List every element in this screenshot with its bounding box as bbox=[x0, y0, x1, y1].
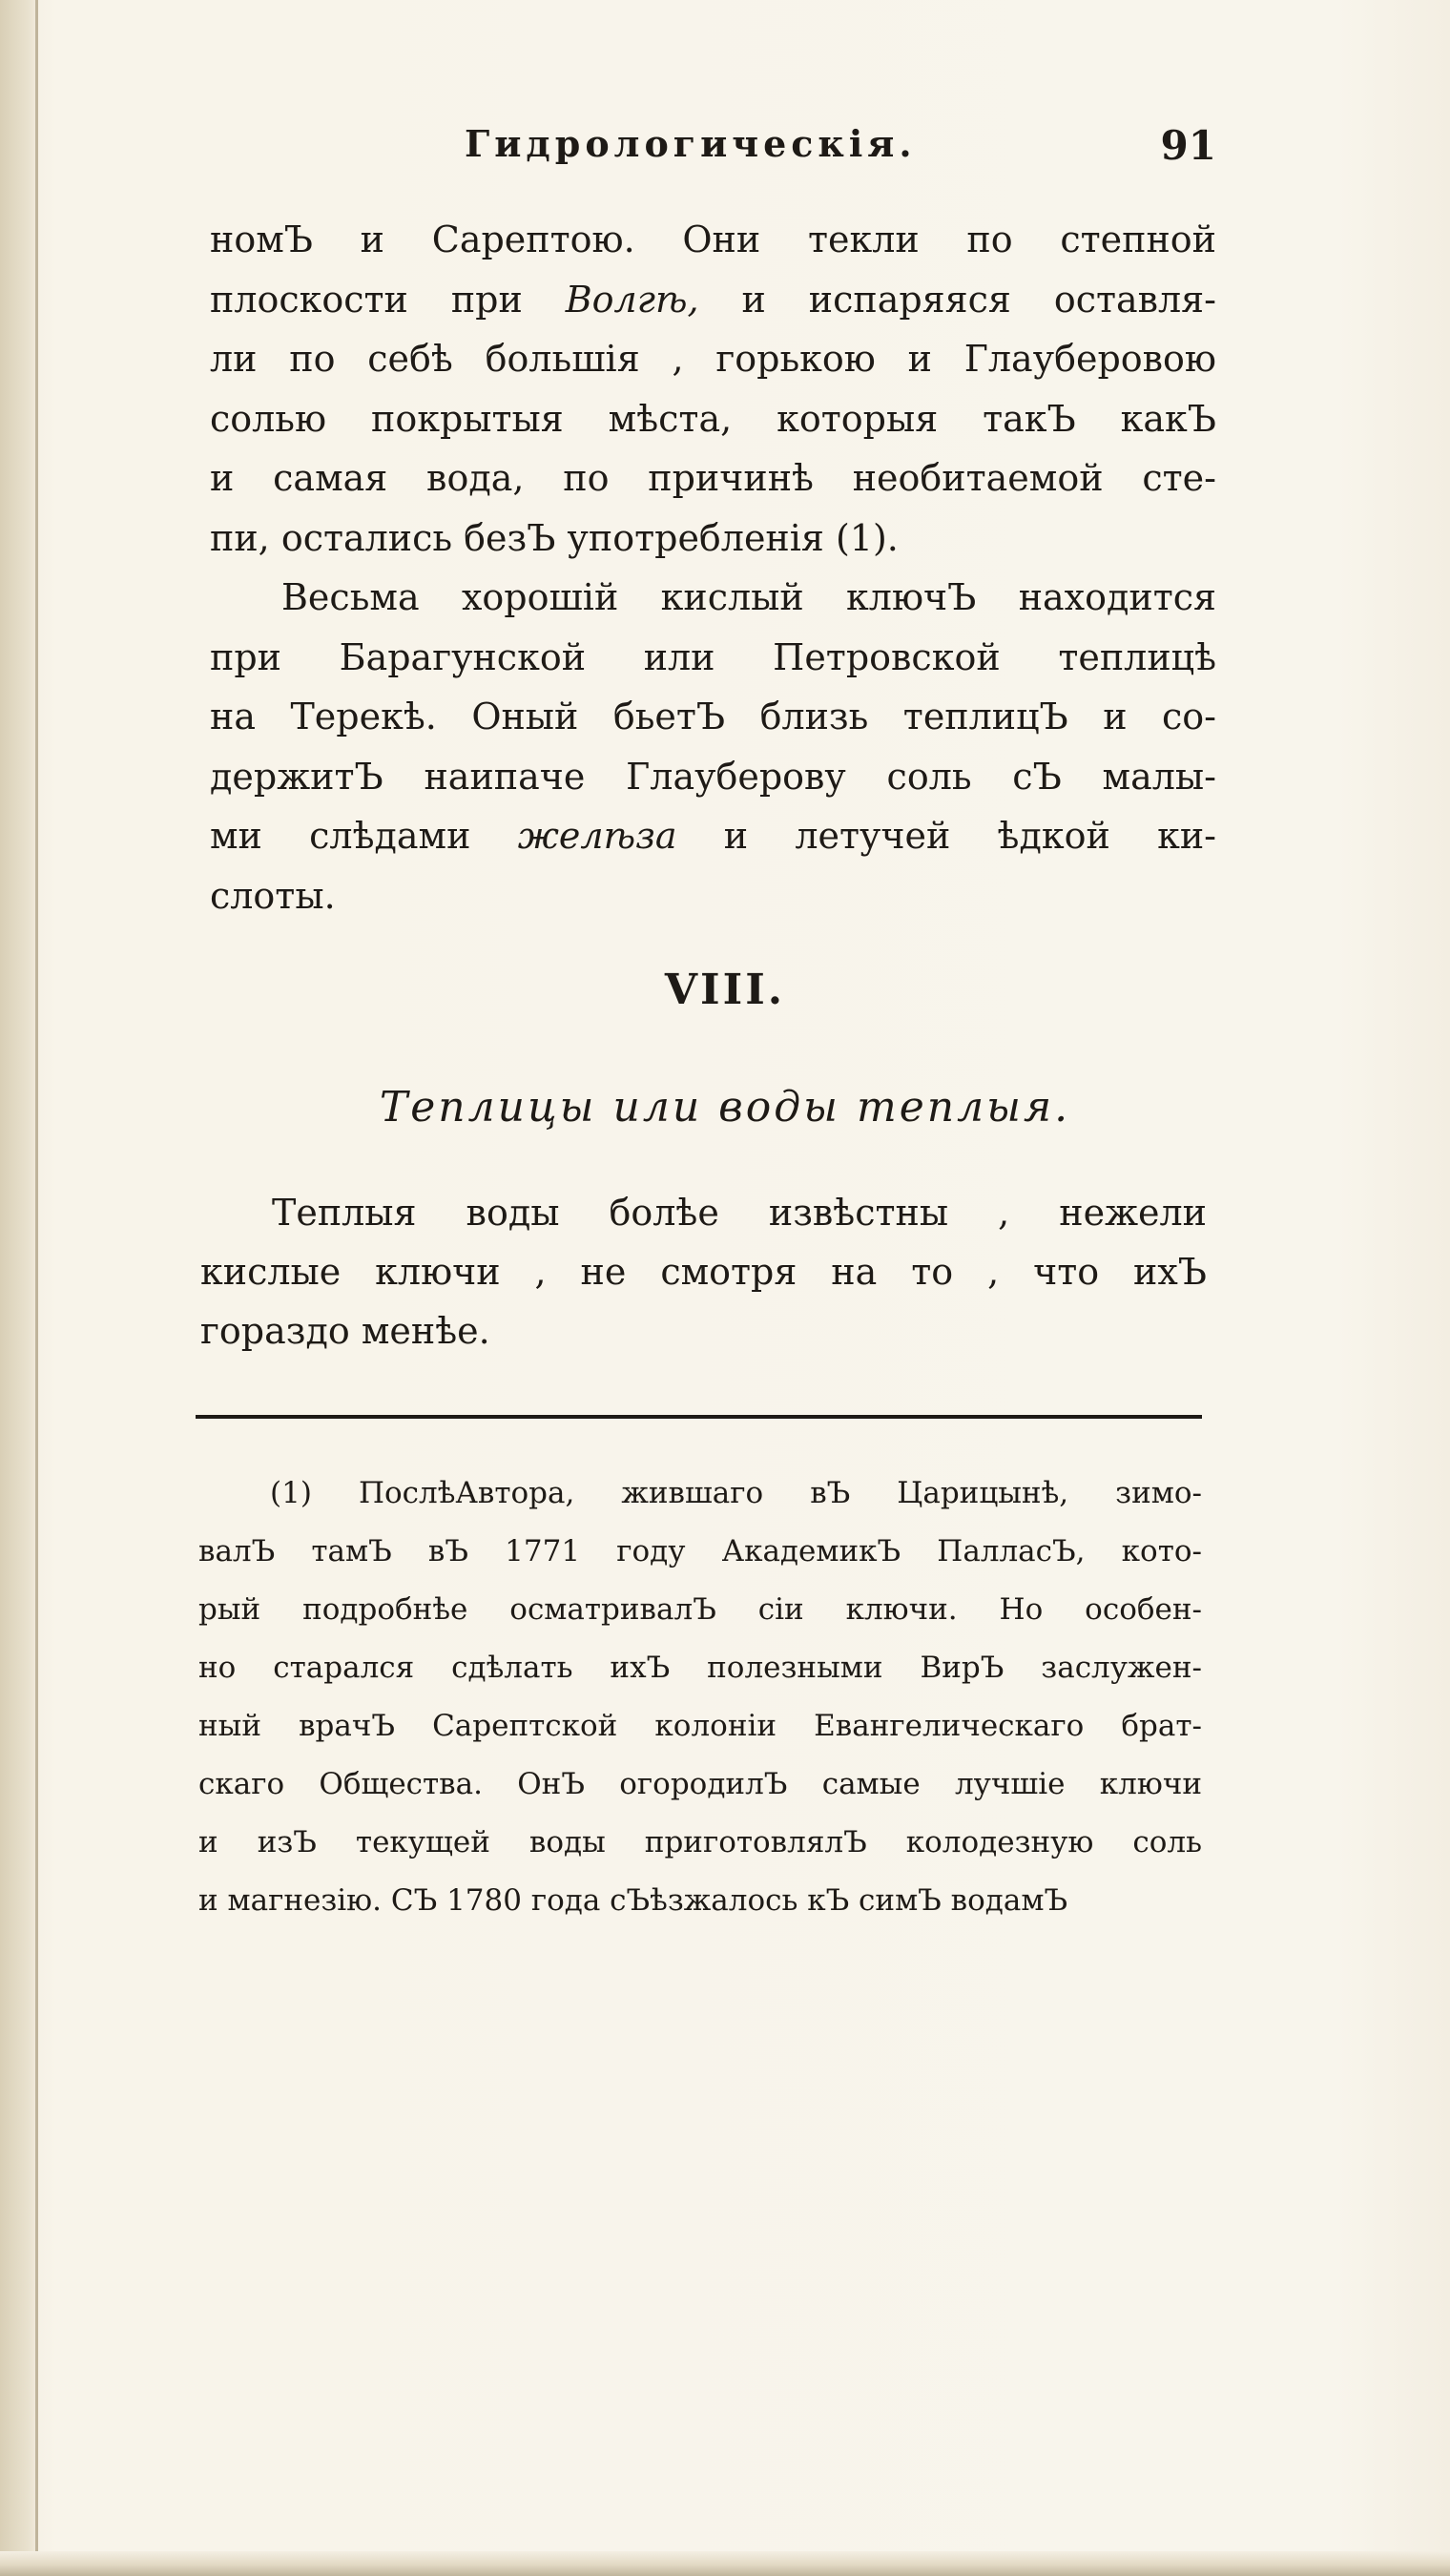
footnote-line: и изЪ текущей воды приготовлялЪ колодезную соль bbox=[198, 1825, 1202, 1859]
text-line: номЪ и Сарептою. Они текли по степной bbox=[210, 218, 1216, 260]
page-bottom-edge bbox=[0, 2551, 1450, 2576]
running-head bbox=[205, 122, 1216, 179]
main-text bbox=[210, 210, 1216, 925]
text-line: и самая вода, по причинѣ необитаемой сте- bbox=[210, 457, 1216, 499]
footnote-divider bbox=[196, 1415, 1202, 1419]
section-number: VIII. bbox=[664, 966, 786, 1014]
footnote-line: ный врачЪ Сарептской колоніи Евангелическаго брат- bbox=[198, 1709, 1202, 1743]
footnote bbox=[198, 1465, 1202, 1930]
text-line: солью покрытыя мѣста, которыя такЪ какЪ bbox=[210, 397, 1216, 440]
text-line: слоты. bbox=[210, 874, 336, 917]
footnote-line: валЪ тамЪ вЪ 1771 году АкадемикЪ ПалласЪ, кото- bbox=[198, 1534, 1202, 1568]
text-line: на Терекѣ. Оный бьетЪ близь теплицЪ и со- bbox=[210, 696, 1216, 737]
text-line: плоскости при Волгѣ, и испаряяся оставля- bbox=[210, 278, 1216, 321]
text-line: Весьма хорошій кислый ключЪ находится bbox=[281, 576, 1216, 618]
footnote-line: скаго Общества. ОнЪ огородилЪ самые лучшіе ключи bbox=[198, 1767, 1202, 1801]
text-line: ми слѣдами желѣза и летучей ѣдкой ки- bbox=[210, 815, 1216, 857]
section-title: Теплицы или воды теплыя. bbox=[379, 1083, 1071, 1132]
footnote-line: (1) ПослѣАвтора, жившаго вЪ Царицынѣ, зимо- bbox=[270, 1476, 1202, 1510]
text-line: ли по себѣ большія , горькою и Глауберовою bbox=[210, 338, 1216, 380]
text-line: при Барагунской или Петровской теплицѣ bbox=[210, 635, 1216, 678]
text-line: пи, остались безЪ употребленія (1). bbox=[210, 516, 899, 559]
page-number: 91 bbox=[1160, 122, 1216, 169]
italic-term: Волгѣ, bbox=[565, 278, 699, 321]
footnote-line: и магнезію. СЪ 1780 года сЪѣзжалось кЪ симЪ водамЪ bbox=[198, 1883, 1068, 1918]
section-text bbox=[200, 1183, 1207, 1361]
running-head-title: Гидрологическія. bbox=[465, 122, 917, 165]
text-line: Теплыя воды болѣе извѣстны , нежели bbox=[272, 1192, 1207, 1234]
italic-term: желѣза bbox=[517, 815, 677, 857]
footnote-line: рый подробнѣе осматривалЪ сіи ключи. Но особен- bbox=[198, 1592, 1202, 1627]
text-line: кислые ключи , не смотря на то , что ихЪ bbox=[200, 1251, 1207, 1293]
text-line: гораздо менѣе. bbox=[200, 1310, 490, 1352]
footnote-line: но старался сдѣлать ихЪ полезными ВирЪ заслужен- bbox=[198, 1651, 1202, 1685]
text-line: держитЪ наипаче Глауберову соль сЪ малы- bbox=[210, 755, 1216, 798]
page-binding-edge bbox=[0, 0, 38, 2576]
